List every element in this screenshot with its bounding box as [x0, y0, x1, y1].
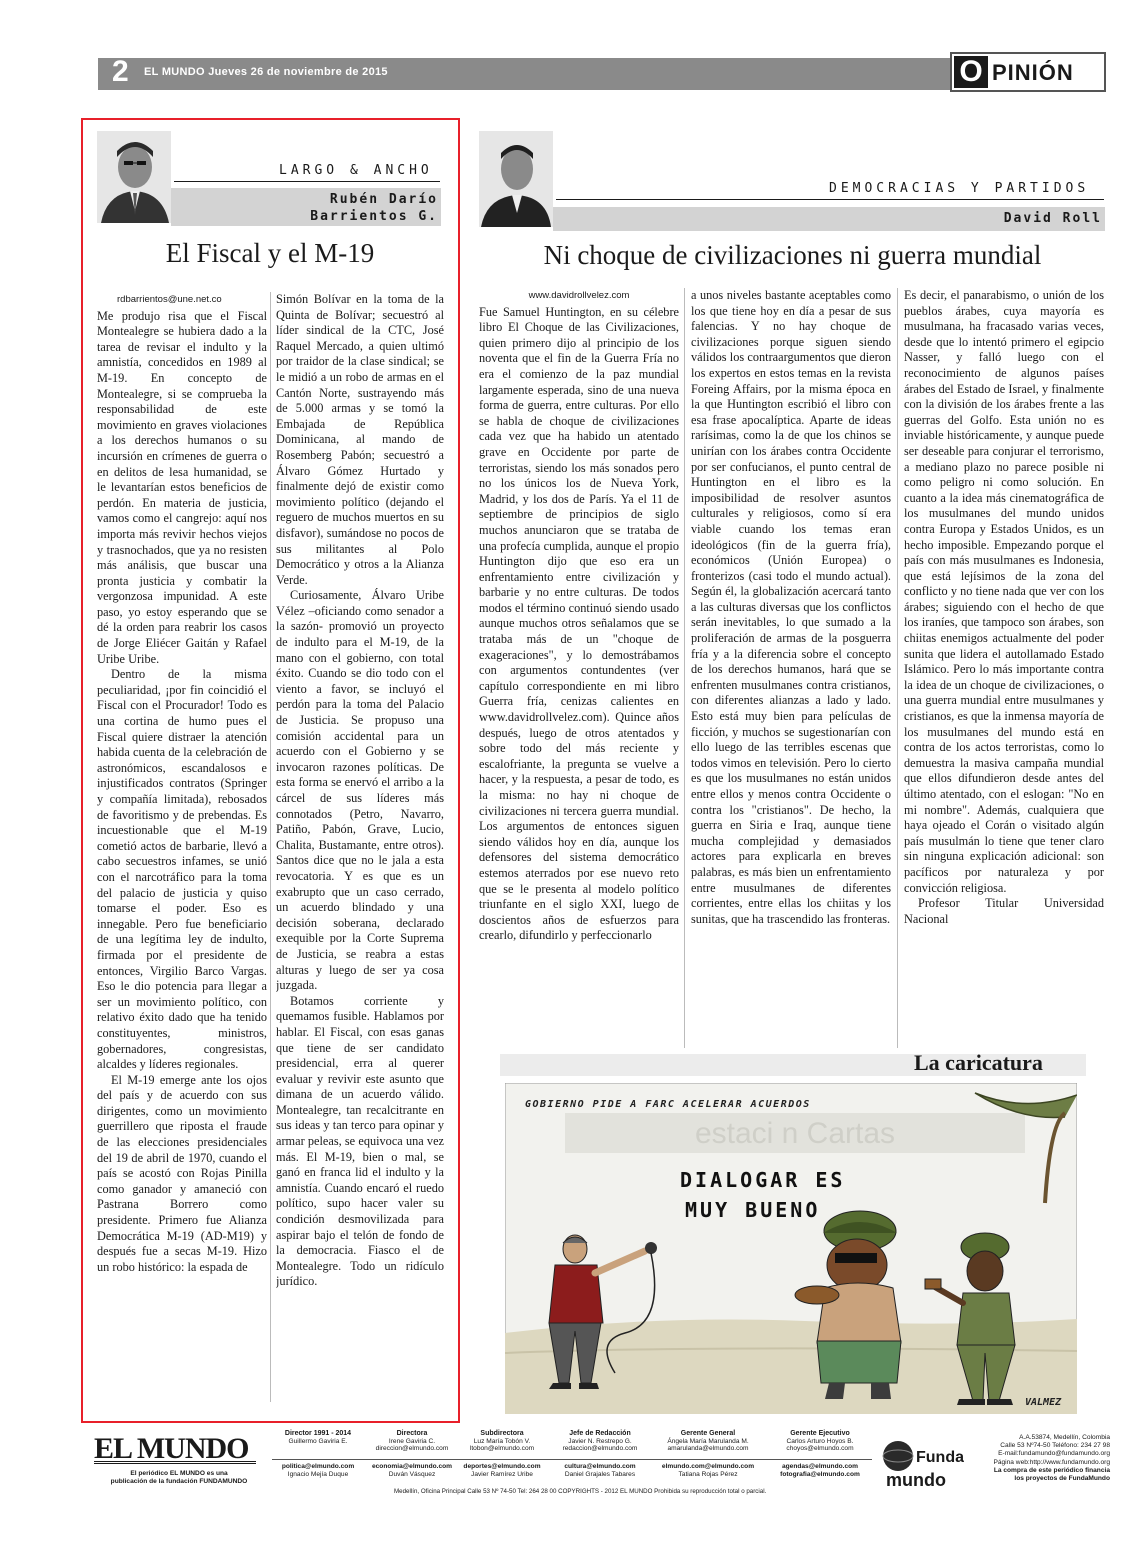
- paragraph: Botamos corriente y quemamos fusible. Hablamos por hablar. El Fiscal, con esas ganas que tiene de ser candidato presidencial, erra al querer evaluar y revivir este asunto que dimana de un acuerdo válido. Montealegre, tan recalcitrante en sus ideas y tan terco para opinar y armar peleas, se equivoca una vez más. El M-19, bien o mal, se ganó en franca lid el indulto y la amnistía. Cuando encaró el ruedo político, supo hacer valer su condición desmovilizada para aspirar bajo el telón de fondo de la democracia. Fiasco el de Montealegre. Todo un ridículo jurídico.: [276, 993, 444, 1289]
- desk-email: elmundo.com@elmundo.com: [661, 1463, 755, 1470]
- column-divider: [270, 292, 271, 1402]
- right-article-column-1: [479, 288, 679, 1048]
- staff-email: redaccion@elmundo.com: [562, 1445, 638, 1453]
- fundamundo-logo: [880, 1436, 964, 1490]
- fund-info-line: A.A.53874, Medellín, Colombia: [1019, 1434, 1110, 1441]
- staff-name: Irene Gaviria C.: [388, 1437, 436, 1445]
- cartoon-signature: VALMEZ: [1025, 1397, 1062, 1408]
- fund-info-line: Calle 53 Nº74-50 Teléfono: 234 27 98: [1000, 1442, 1110, 1450]
- kicker-rule-right: [556, 199, 1104, 200]
- dateline: EL MUNDO Jueves 26 de noviembre de 2015: [144, 66, 388, 78]
- staff-name: Ángela María Marulanda M.: [667, 1437, 749, 1445]
- desk-editor: Tatiana Rojas Pérez: [678, 1470, 738, 1478]
- staff-email: direccion@elmundo.com: [375, 1445, 449, 1453]
- fund-info-line: E-mail:fundamundo@fundamundo.org: [998, 1450, 1110, 1458]
- author-first-name: Rubén Darío: [329, 192, 438, 207]
- logo-subtitle: [94, 1470, 264, 1486]
- desk-email: deportes@elmundo.com: [463, 1463, 541, 1470]
- staff-name: Carlos Arturo Hoyos B.: [786, 1437, 854, 1445]
- author-website: www.davidrollvelez.com: [528, 290, 630, 301]
- paragraph: El M-19 emerge ante los ojos del país y de acuerdo con sus dirigentes, como un movimiento guerrillero que riposta el fraude de las elecciones presidenciales del 19 de abril de 1970, cuando el país se acostó con Rojas Pinilla como ganador y amaneció con Pastrana Borrero como presidente. Primero fue Alianza Democrática M-19 (AD-M19) y después fue a secas M-19. Hizo un robo histórico: la espada de: [97, 1072, 267, 1274]
- staff-title: Jefe de Redacción: [569, 1430, 631, 1437]
- staff-email: amarulanda@elmundo.com: [667, 1445, 749, 1453]
- footer-rule: [272, 1459, 872, 1460]
- right-article-column-2: [691, 288, 891, 1048]
- left-article-column-1: [97, 292, 267, 1402]
- staff-name: Luz María Tobón V.: [473, 1437, 531, 1445]
- staff-title: Gerente General: [680, 1430, 736, 1437]
- masthead-footer: [94, 1428, 1110, 1496]
- staff-director-historic: [272, 1430, 364, 1445]
- staff-title: Subdirectora: [480, 1430, 524, 1437]
- paragraph: Me produjo risa que el Fiscal Montealegre se hubiera dado a la tarea de revisar el indulto y la amnistía, concedidos en 1989 al M-19. En concepto de Montealegre, si se comprueba la responsabilidad de este movimiento en graves violaciones a los derechos humanos o su incursión en crímenes de guerra o en delitos de lesa humanidad, se le levantarían estos beneficios de perdón. En materia de justicia, vamos como el cangrejo: aquí nos importa más revivir hechos viejos y trasnochados, que ya no resisten más análisis, que buscar una pronta justicia y combatir la vergonzosa impunidad. A este paso, yo estoy esperando que se dé la orden para reabrir los casos de Jorge Eliécer Gaitán y Rafael Uribe Uribe.: [97, 308, 267, 666]
- page-number: 2: [112, 55, 129, 88]
- author-last-name: Barrientos G.: [310, 209, 438, 224]
- staff-subdirectora: [456, 1430, 548, 1453]
- headline-right: Ni choque de civilizaciones ni guerra mundial: [543, 240, 1042, 270]
- cartoon-speech-line-2: MUY BUENO: [685, 1198, 821, 1222]
- editorial-cartoon: [505, 1083, 1077, 1414]
- staff-cultura: [550, 1463, 650, 1478]
- page-header-bar: [98, 55, 1106, 90]
- desk-email: politica@elmundo.com: [281, 1463, 355, 1470]
- staff-web: [652, 1463, 764, 1478]
- author-name-right: David Roll: [1003, 211, 1102, 226]
- svg-text:estaci n Cartas: estaci n Cartas: [694, 1117, 896, 1150]
- cartoon-drawing: [505, 1083, 1077, 1414]
- section-name: PINIÓN: [992, 60, 1074, 85]
- logo-subtitle-line: publicación de la fundación FUNDAMUNDO: [110, 1478, 248, 1485]
- left-article-column-2: [276, 292, 444, 1402]
- desk-email: fotografia@elmundo.com: [780, 1470, 860, 1478]
- desk-editor: Duván Vásquez: [388, 1470, 436, 1478]
- author-photo-roll: [479, 131, 553, 227]
- staff-gerente-general: [652, 1430, 764, 1453]
- staff-gerente-ejecutivo: [766, 1430, 874, 1453]
- staff-name: Guillermo Gaviria E.: [288, 1437, 348, 1445]
- fund-logo-top: Funda: [916, 1449, 964, 1466]
- author-name-left: [270, 191, 438, 225]
- el-mundo-logo: EL MUNDO: [94, 1434, 256, 1464]
- paragraph: Simón Bolívar en la toma de la Quinta de Bolívar; secuestró al líder sindical de la CTC, José Raquel Mercado, a quien ultimó por traidor de la clase sindical; se le midió a un robo de armas en el Cantón Norte, sustrayendo más de 5.000 armas y se tomó la Embajada de República Dominicana, al mando de Rosemberg Pabón; secuestró a Álvaro Gómez Hurtado y finalmente dejó de existir como movimiento político (dejando el reguero de muchos muertos en su disfavor), sumándose no pocos de sus militantes al Polo Democrático y otros a la Alianza Verde.: [276, 292, 444, 587]
- logo-subtitle-line: El periódico EL MUNDO es una: [130, 1470, 228, 1477]
- column-divider: [684, 288, 685, 1048]
- section-initial: O: [954, 56, 988, 88]
- author-credit: Profesor Titular Universidad Nacional: [904, 896, 1104, 926]
- staff-title: Directora: [396, 1430, 428, 1437]
- fund-info-line: los proyectos de FundaMundo: [1014, 1475, 1110, 1483]
- globe-icon: [880, 1436, 964, 1490]
- staff-deportes: [456, 1463, 548, 1478]
- paragraph: Es decir, el panarabismo, o unión de los pueblos árabes, cuya mayoría es musulmana, ha fracasado varias veces, desde que lo intentó primero el egipcio Nasser, y falló luego con el reconocimiento de algunos países árabes del Estado de Israel, y finalmente con la división de los árabes frente a las guerras del Golfo. Esta unión no es inviable históricamente, y aunque puede ser deseable para conjurar el terrorismo, a mediano plazo no parece posible ni como peligro ni como solución. En cuanto a la idea más cinematográfica de los musulmanes del mundo unidos contra Europa y Estados Unidos, es un hecho imposible. Empezando porque el país con más musulmanes es Indonesia, que está lejísimos de la zona del conflicto y no tiene nada que ver con los árabes; siguiendo con el hecho de que los iraníes, que tampoco son árabes, son chiitas enemigos actualmente del poder sunita que lidera el autollamado Estado Islámico. Pero lo más importante contra la idea de un choque de civilizaciones, o una guerra mundial entre musulmanes y cristianos, es que la inmensa mayoría de los musulmanes del mundo está en contra de los actos terroristas, como lo demuestra la masiva campaña mundial que ellos difundieron desde antes del último atentado, con el eslogan: "No en mi nombre". Además, cualquiera que haya ojeado el Corán o visitado algún país musulmán lo tiene que tener claro sin ninguna explicación adicional: son pacíficos por naturaleza y por convicción religiosa.: [904, 288, 1104, 895]
- section-label: [950, 52, 1106, 92]
- kicker-rule-left: [174, 181, 440, 182]
- right-article-column-3: [904, 288, 1104, 1048]
- paragraph: Fue Samuel Huntington, en su célebre libro El Choque de las Civilizaciones, quien primero dijo al principio de los noventa que el fin de la Guerra Fría no era el comienzo de la paz mundial largamente esperada, sino de una nueva forma de guerra, entre culturas. Por ello se habla de choque de civilizaciones cada vez que ha habido un atentado grave en Occidente por parte de terroristas, siendo los más sonados pero no los únicos los de Nueva York, Madrid, y los dos de París. Ya el 11 de septiembre de principios de siglo muchos anunciaron que se trataba de una profecía cumplida, aunque el propio Huntington dijo que eso era un enfrentamiento entre civilización y barbarie y no entre culturas. De todos modos el término continuó siendo usado aunque muchos otros señalamos que se trataba más de un "choque de exageraciones", y lo demostrábamos con argumentos contundentes (ver capítulo correspondiente en mi libro Guerra fría, cenizas calientes en www.davidrollvelez.com). Quince años después, luego de otros atentados y sobre todo del más reciente y escalofriante, la pregunta se vuelve a hacer, y la respuesta, a pesar de todo, es la misma: no hay ni choque de civilizaciones ni tercera guerra mundial. Los argumentos de entonces siguen siendo válidos hoy en día, aunque los defensores del sistema democrático estemos aterrados por ese nuevo reto que se le presenta al modelo político triunfante en el siglo XXI, luego de doscientos años de esfuerzos para crearlo, difundirlo y perfeccionarlo: [479, 304, 679, 943]
- desk-email: economia@elmundo.com: [371, 1463, 453, 1470]
- paragraph: Dentro de la misma peculiaridad, ¡por fin coincidió el Fiscal con el Procurador! Todo es una cortina de humo pues el Fiscal quiere distraer la atención habida cuenta de la celebración de astronómicos, escandalosos e injustificados contratos (Springer y compañía limitada), rebosados de favoritismo y de prebendas. Es incuestionable que el M-19 cometió actos de barbarie, llevó a cabo secuestros infames, se unió con el narcotráfico para la toma del palacio de justicia y quiso tomarse el poder. Eso es innegable. Pero fue beneficiario de una legítima ley de indulto, firmada por el presidente de entonces, Virgilio Barco Vargas. Eso le dio potencia para llegar a ser un movimiento político, con relativo éxito dado que ha tenido constituyentes, ministros, gobernadores, congresistas, alcaldes y líderes regionales.: [97, 667, 267, 1072]
- desk-email: cultura@elmundo.com: [564, 1463, 636, 1470]
- paragraph: a unos niveles bastante aceptables como los que tiene hoy en día a pesar de sus falencias. Y no hay choque de civilizaciones porque siguen siendo válidos los contraargumentos que dieron los expertos en estos temas en la revista Foreing Affairs, por la misma época en la que Huntington escribió el libro con esa frase apocalíptica. Aparte de ideas rarísimas, como la de que los chinos se unirían con los árabes contra Occidente por ser confucianos, el punto central de Huntington en el libro es la imposibilidad de resolver asuntos culturales y religiosos, como sí era viable cuando los temas eran ideológicos (fin de la guerra fría), económicos (Unión Europea) o fronterizos (casi todo el mundo actual). Según él, la globalización acercará tanto a las culturas diversas que los conflictos serán inevitables, lo que sumado a la proliferación de armas de la posguerra fría y a la diferencia sobre el concepto de los derechos humanos, hará que se enfrenten musulmanes contra cristianos, con diferentes alianzas a lado y lado. Esto está muy bien para películas de ficción, y muchos se sugestionarían con ello luego de las terribles escenas que todos vimos en televisión. Pero lo cierto es que los musulmanes no están unidos entre ellos y menos contra Occidente o contra los "cristianos". De hecho, la guerra en Siria e Iraq, aunque tiene mucha complejidad y demasiados actores para explicarla en breves palabras, es más bien un enfrentamiento entre musulmanes de diferentes corrientes, entre ellas los chiitas y los sunitas, que ha trascendido las fronteras.: [691, 288, 891, 926]
- author-photo-barrientos: [97, 131, 171, 223]
- staff-politica: [272, 1463, 364, 1478]
- desk-editor: Javier Ramírez Uribe: [471, 1470, 533, 1478]
- paragraph: Curiosamente, Álvaro Uribe Vélez –oficiando como senador a la sazón- promovió un proyecto de indulto para el M-19, de la mano con el gobierno, con total éxito. Cuando se dio todo con el viento a favor, se incluyó el perdón para la toma del Palacio de Justicia. Se propuso una comisión accidental para un acuerdo con el Gobierno y se invocaron razones políticas. De esta forma se enervó el arribo a la cárcel de sus líderes más connotados (Petro, Navarro, Patiño, Pabón, Grave, Lucio, Chalita, Bustamante, entre otros). Santos dice que no le jala a esta revocatoria. Y es que es un exabrupto que un caso cerrado, un acuerdo blindado y una decisión soberana, declarado exequible por la Corte Suprema de Justicia, se reabra a estas alturas y luego de ser ya cosa juzgada.: [276, 588, 444, 993]
- footer-address-line: Medellín, Oficina Principal Calle 53 Nº 74-50 Tel: 264 28 00 COPYRIGHTS - 2012 EL MUNDO Prohibida su reproducción total o parcial.: [394, 1488, 767, 1495]
- fund-logo-bottom: mundo: [886, 1470, 946, 1490]
- cartoon-section-title: La caricatura: [914, 1050, 1043, 1075]
- staff-name: Javier N. Restrepo G.: [568, 1437, 632, 1445]
- column-name-left: LARGO & ANCHO: [279, 163, 433, 178]
- headline-left: El Fiscal y el M-19: [165, 238, 375, 268]
- column-divider: [897, 288, 898, 1048]
- fundamundo-info: [970, 1434, 1110, 1483]
- staff-email: ltobon@elmundo.com: [469, 1445, 535, 1453]
- staff-email: choyos@elmundo.com: [786, 1445, 854, 1453]
- desk-editor: Daniel Grajales Tabares: [564, 1470, 636, 1478]
- cartoon-caption: GOBIERNO PIDE A FARC ACELERAR ACUERDOS: [525, 1099, 811, 1110]
- staff-title: Gerente Ejecutivo: [790, 1430, 850, 1437]
- author-email: rdbarrientos@une.net.co: [117, 294, 222, 305]
- staff-jefe-redaccion: [550, 1430, 650, 1453]
- fund-info-line: La compra de este periódico financia: [993, 1466, 1110, 1474]
- column-name-right: DEMOCRACIAS Y PARTIDOS: [829, 181, 1090, 196]
- fund-info-line: Página web:http://www.fundamundo.org: [993, 1458, 1110, 1466]
- staff-economia: [366, 1463, 458, 1478]
- staff-agendas: [766, 1463, 874, 1478]
- staff-title: Director 1991 - 2014: [284, 1430, 352, 1437]
- desk-email: agendas@elmundo.com: [781, 1463, 859, 1470]
- cartoon-speech-line-1: DIALOGAR ES: [680, 1168, 846, 1192]
- staff-directora: [366, 1430, 458, 1453]
- desk-editor: Ignacio Mejía Duque: [287, 1470, 349, 1478]
